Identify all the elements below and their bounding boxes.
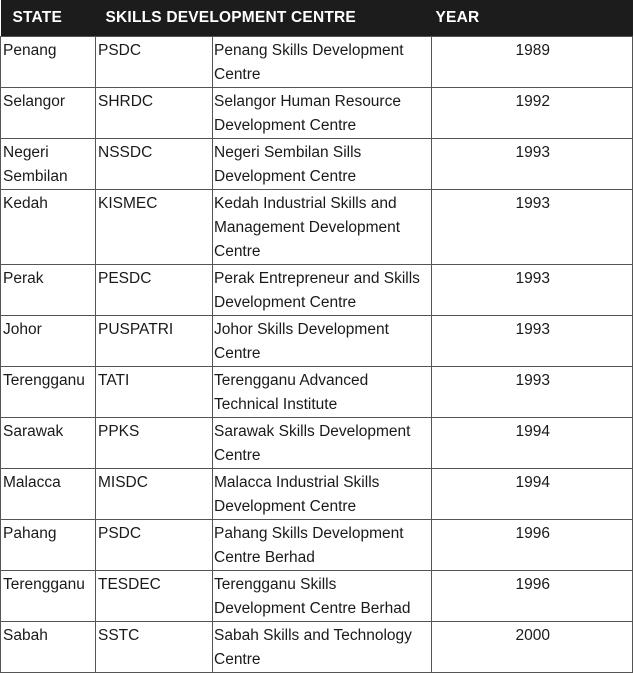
cell-centre-name: [213, 570, 432, 621]
cell-year: 1989: [432, 36, 633, 87]
cell-centre-name: [213, 468, 432, 519]
centre-name-line: Terengganu Skills: [214, 575, 337, 593]
cell-year: 1993: [432, 138, 633, 189]
cell-year: 1993: [432, 315, 633, 366]
cell-year: 1993: [432, 189, 633, 264]
table-row: [1, 315, 633, 366]
cell-code: PSDC: [96, 36, 213, 87]
cell-state: Kedah: [1, 189, 96, 264]
table-row: [1, 468, 633, 519]
centre-name-line: Centre: [214, 65, 261, 83]
cell-year: 1993: [432, 264, 633, 315]
centre-name-line: Technical Institute: [214, 395, 338, 413]
header-row: [1, 0, 633, 36]
table-row: [1, 87, 633, 138]
table-row: [1, 519, 633, 570]
centre-name-line: Development Centre: [214, 497, 357, 515]
cell-centre-name: [213, 621, 432, 672]
centre-name-line: Development Centre Berhad: [214, 599, 411, 617]
centre-name-line: Terengganu Advanced: [214, 371, 369, 389]
table-row: [1, 264, 633, 315]
cell-centre-name: [213, 315, 432, 366]
cell-centre-name: [213, 519, 432, 570]
cell-code: KISMEC: [96, 189, 213, 264]
table-row: [1, 570, 633, 621]
table-row: [1, 138, 633, 189]
cell-state: Selangor: [1, 87, 96, 138]
cell-code: TESDEC: [96, 570, 213, 621]
table-header: [1, 0, 633, 36]
cell-state: Sarawak: [1, 417, 96, 468]
cell-centre-name: [213, 87, 432, 138]
header-year: YEAR: [435, 8, 480, 26]
cell-year: 1993: [432, 366, 633, 417]
header-centre: SKILLS DEVELOPMENT CENTRE: [105, 8, 356, 26]
cell-state: Perak: [1, 264, 96, 315]
cell-code: MISDC: [96, 468, 213, 519]
cell-code: PSDC: [96, 519, 213, 570]
cell-code: SSTC: [96, 621, 213, 672]
centre-name-line: Management Development: [214, 218, 401, 236]
cell-state: Pahang: [1, 519, 96, 570]
centre-name-line: Centre: [214, 242, 261, 260]
table-row: [1, 36, 633, 87]
centre-name-line: Johor Skills Development: [214, 320, 389, 338]
cell-centre-name: [213, 366, 432, 417]
centre-name-line: Development Centre: [214, 116, 357, 134]
cell-year: 1996: [432, 570, 633, 621]
centre-name-line: Development Centre: [214, 167, 357, 185]
cell-centre-name: [213, 138, 432, 189]
centre-name-line: Sarawak Skills Development: [214, 422, 411, 440]
cell-centre-name: [213, 36, 432, 87]
cell-code: PUSPATRI: [96, 315, 213, 366]
centre-name-line: Centre: [214, 344, 261, 362]
centre-name-line: Pahang Skills Development: [214, 524, 404, 542]
centre-name-line: Perak Entrepreneur and Skills: [214, 269, 420, 287]
header-state: STATE: [12, 8, 63, 26]
cell-code: PPKS: [96, 417, 213, 468]
centre-name-line: Centre: [214, 650, 261, 668]
cell-year: 1992: [432, 87, 633, 138]
cell-centre-name: [213, 264, 432, 315]
centre-name-line: Malacca Industrial Skills: [214, 473, 380, 491]
cell-state: Johor: [1, 315, 96, 366]
cell-state: Terengganu: [1, 570, 96, 621]
centre-name-line: Selangor Human Resource: [214, 92, 401, 110]
cell-centre-name: [213, 189, 432, 264]
cell-code: TATI: [96, 366, 213, 417]
table-row: [1, 621, 633, 672]
table-row: [1, 189, 633, 264]
cell-state: Terengganu: [1, 366, 96, 417]
table-row: [1, 366, 633, 417]
cell-state: Sabah: [1, 621, 96, 672]
cell-code: PESDC: [96, 264, 213, 315]
cell-year: 1996: [432, 519, 633, 570]
cell-state: Negeri Sembilan: [1, 138, 96, 189]
centre-name-line: Sabah Skills and Technology: [214, 626, 412, 644]
cell-year: 1994: [432, 468, 633, 519]
centre-name-line: Penang Skills Development: [214, 41, 404, 59]
table-row: [1, 417, 633, 468]
cell-state: Penang: [1, 36, 96, 87]
centre-name-line: Kedah Industrial Skills and: [214, 194, 397, 212]
centre-name-line: Negeri Sembilan Sills: [214, 143, 362, 161]
cell-year: 1994: [432, 417, 633, 468]
centre-name-line: Development Centre: [214, 293, 357, 311]
centre-name-line: Centre Berhad: [214, 548, 315, 566]
cell-code: SHRDC: [96, 87, 213, 138]
cell-year: 2000: [432, 621, 633, 672]
cell-centre-name: [213, 417, 432, 468]
table-body: [1, 36, 633, 672]
centre-name-line: Centre: [214, 446, 261, 464]
cell-state: Malacca: [1, 468, 96, 519]
cell-code: NSSDC: [96, 138, 213, 189]
